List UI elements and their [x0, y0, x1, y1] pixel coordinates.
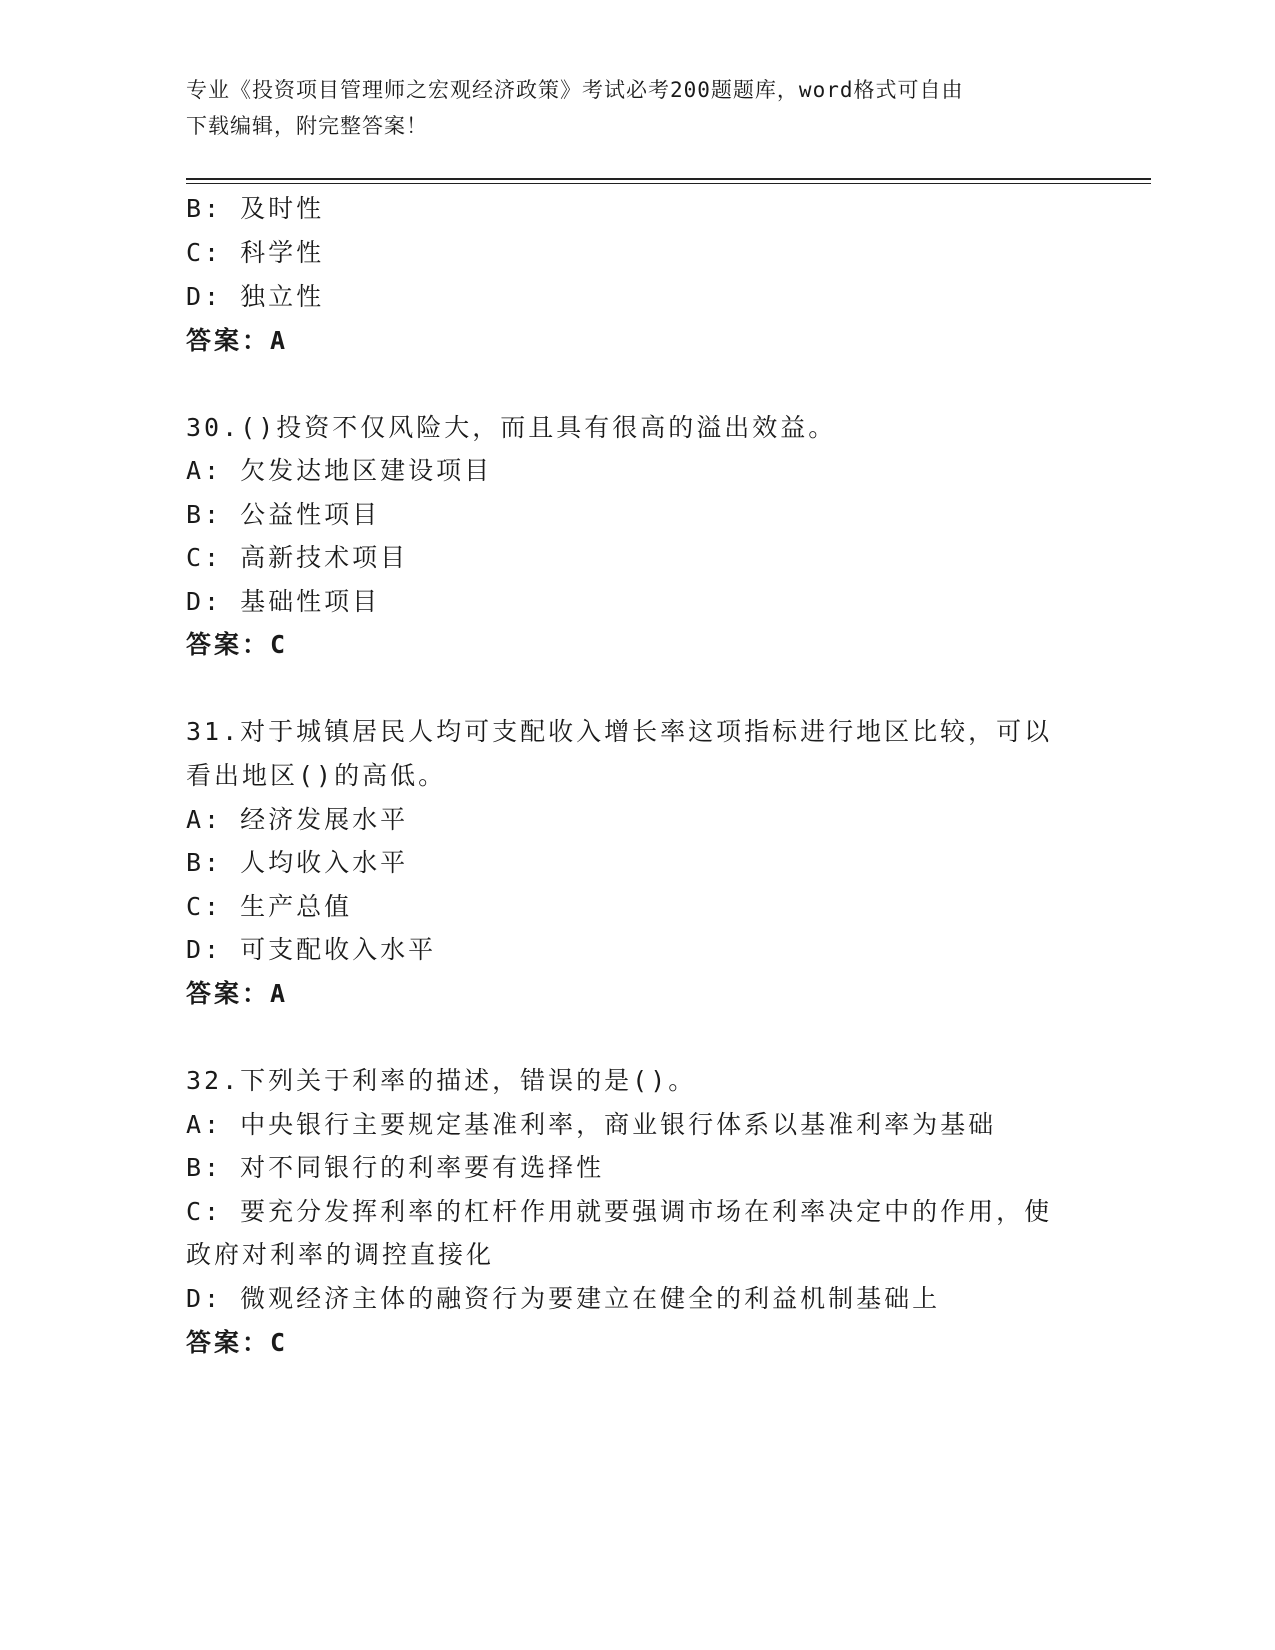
header-divider-thin	[186, 183, 1151, 184]
q31-answer: 答案：A	[186, 979, 289, 1008]
q31-stem-line-1: 31.对于城镇居民人均可支配收入增长率这项指标进行地区比较，可以	[186, 717, 1053, 746]
document-header	[186, 72, 1086, 144]
header-divider-thick	[186, 178, 1151, 180]
q31-option-a: A: 经济发展水平	[186, 805, 409, 834]
q32-answer: 答案：C	[186, 1328, 289, 1357]
q30-option-c: C: 高新技术项目	[186, 543, 409, 572]
q32-option-a: A: 中央银行主要规定基准利率，商业银行体系以基准利率为基础	[186, 1110, 997, 1139]
q31-option-d: D: 可支配收入水平	[186, 935, 437, 964]
q30-answer: 答案：C	[186, 630, 289, 659]
q30-stem: 30.()投资不仅风险大，而且具有很高的溢出效益。	[186, 413, 837, 442]
q30-option-a: A: 欠发达地区建设项目	[186, 456, 493, 485]
q32-option-c-line-1: C: 要充分发挥利率的杠杆作用就要强调市场在利率决定中的作用，使	[186, 1197, 1053, 1226]
q31-stem-line-2: 看出地区()的高低。	[186, 761, 447, 790]
q32-option-c-line-2: 政府对利率的调控直接化	[186, 1240, 495, 1269]
q30-option-b: B: 公益性项目	[186, 500, 381, 529]
prev-answer: 答案：A	[186, 326, 289, 355]
q31-option-c: C: 生产总值	[186, 892, 353, 921]
q30-option-d: D: 基础性项目	[186, 587, 381, 616]
prev-option-b: B: 及时性	[186, 194, 325, 223]
q31-option-b: B: 人均收入水平	[186, 848, 409, 877]
header-line-1: 专业《投资项目管理师之宏观经济政策》考试必考200题题库，word格式可自由	[186, 78, 964, 102]
prev-option-c: C: 科学性	[186, 238, 325, 267]
prev-option-d: D: 独立性	[186, 282, 325, 311]
header-line-2: 下载编辑，附完整答案！	[186, 114, 428, 138]
q32-stem: 32.下列关于利率的描述，错误的是()。	[186, 1066, 697, 1095]
q32-option-d: D: 微观经济主体的融资行为要建立在健全的利益机制基础上	[186, 1284, 941, 1313]
q32-option-b: B: 对不同银行的利率要有选择性	[186, 1153, 605, 1182]
